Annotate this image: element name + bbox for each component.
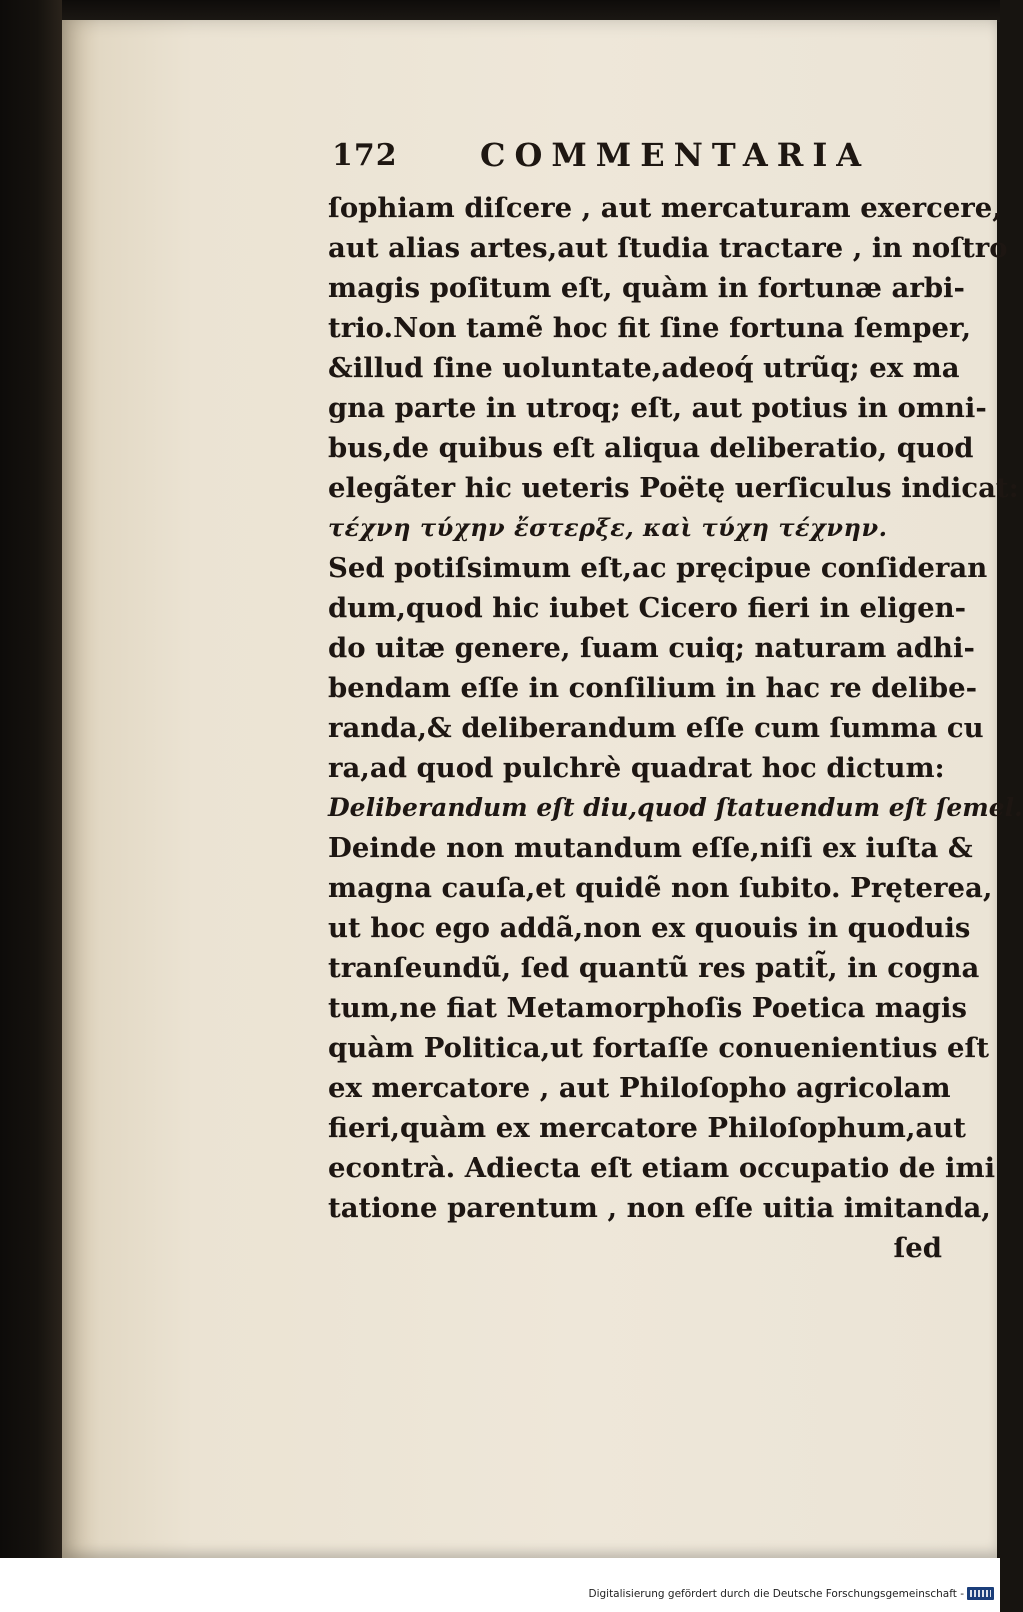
scan-background-top — [0, 0, 1000, 22]
funding-credit: Digitalisierung gefördert durch die Deutsche Forschungsgemeinschaft - — [588, 1588, 964, 1600]
book-page — [62, 20, 1023, 1558]
catchword: ſed — [893, 1232, 942, 1264]
text-line: dum,quod hic iubet Cicero fieri in eligen- — [328, 592, 966, 624]
text-line: Sed potiſsimum eſt,ac pręcipue conſideran — [328, 552, 988, 584]
digitization-footer — [0, 1558, 1000, 1612]
text-line: ra,ad quod pulchrè quadrat hoc dictum: — [328, 752, 945, 784]
dfg-logo-icon — [967, 1587, 994, 1600]
text-line: randa,& deliberandum eſſe cum ſumma cu — [328, 712, 984, 744]
text-line: fieri,quàm ex mercatore Philoſophum,aut — [328, 1112, 966, 1144]
text-line: magis poſitum eſt, quàm in fortunæ arbi- — [328, 272, 965, 304]
body-text — [328, 188, 1023, 1268]
text-line: tatione parentum , non eſſe uitia imitanda, — [328, 1192, 991, 1224]
page-number: 172 — [332, 138, 398, 173]
text-line: elegãter hic ueteris Poëtę uerſiculus indicat: — [328, 472, 1019, 504]
text-line: ſophiam diſcere , aut mercaturam exercere, — [328, 192, 1002, 224]
text-line: tum,ne fiat Metamorphoſis Poetica magis — [328, 992, 967, 1024]
greek-verse-line: τέχνη τύχην ἔστερξε, καὶ τύχη τέχνην. — [328, 513, 888, 542]
text-line: trio.Non tamẽ hoc fit ſine fortuna ſemper, — [328, 312, 972, 344]
italic-quote-line: Deliberandum eſt diu,quod ſtatuendum eſt ſemel. — [328, 793, 1023, 822]
text-line: tranſeundũ, ſed quantũ res patit̃, in cogna — [328, 952, 980, 984]
text-line: &illud ſine uoluntate,adeoq́ utrũq; ex ma — [328, 352, 960, 384]
page-content — [62, 20, 1023, 1558]
text-line: ut hoc ego addã,non ex quouis in quoduis — [328, 912, 971, 944]
running-head: COMMENTARIA — [480, 136, 871, 174]
text-line: bus,de quibus eſt aliqua deliberatio, quod — [328, 432, 974, 464]
text-line: econtrà. Adiecta eſt etiam occupatio de imi — [328, 1152, 996, 1184]
text-line: bendam eſſe in conſilium in hac re delibe- — [328, 672, 978, 704]
text-line: do uitæ genere, ſuam cuiq; naturam adhi- — [328, 632, 975, 664]
book-spine-edge — [0, 0, 62, 1560]
text-line: gna parte in utroq; eſt, aut potius in omni- — [328, 392, 987, 424]
text-line: aut alias artes,aut ſtudia tractare , in noſtro — [328, 232, 1008, 264]
page-header — [332, 132, 932, 182]
text-line: ex mercatore , aut Philoſopho agricolam — [328, 1072, 951, 1104]
text-line: Deinde non mutandum eſſe,niſi ex iuſta & — [328, 832, 973, 864]
text-line: quàm Politica,ut fortaſſe conuenientius eſt — [328, 1032, 990, 1064]
text-line: magna cauſa,et quidẽ non ſubito. Pręterea, — [328, 872, 993, 904]
